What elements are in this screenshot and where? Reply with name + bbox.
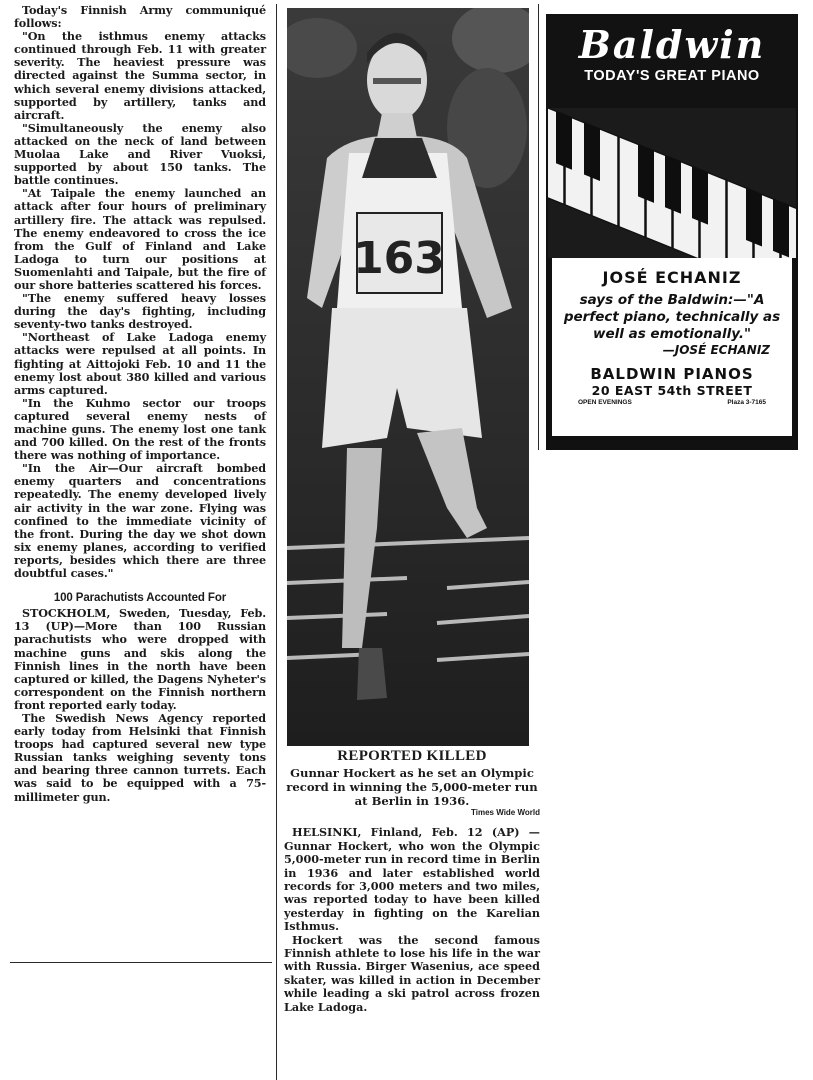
story-paragraph: HELSINKI, Finland, Feb. 12 (AP) —Gunnar Hockert, who won the Olympic 5,000-meter run in record time in Berlin in 1936 and later established world records for 3,000 meters and two miles, was reported today to have been killed yesterday in fighting on the Karelian Isthmus.: [284, 825, 540, 934]
communique-intro: Today's Finnish Army communiqué follows:: [14, 3, 266, 31]
communique-paragraph: "Northeast of Lake Ladoga enemy attacks were repulsed at all points. In fighting at Aittojoki Feb. 10 and 11 the enemy lost about 380 killed and various arms captured.: [14, 330, 266, 397]
subheadline: 100 Parachutists Accounted For: [53, 592, 227, 605]
ad-body: [552, 258, 792, 436]
ad-signature: —JOSÉ ECHANIZ: [662, 343, 770, 357]
communique-paragraph: "In the Kuhmo sector our troops captured several enemy nests of machine guns. The enemy lost one tank and 700 killed. On the rest of the fronts there was nothing of importance.: [14, 395, 266, 463]
communique-paragraph: "On the isthmus enemy attacks continued through Feb. 11 with greater severity. The heaviest pressure was directed against the Summa sector, in which several enemy divisions attacked, supported by artillery, tanks and aircraft.: [14, 29, 266, 122]
photo-caption: Gunnar Hockert as he set an Olympic record in winning the 5,000-meter run at Berlin in 1936.: [286, 766, 538, 809]
ad-phone: Plaza 3-7165: [727, 399, 766, 406]
ad-footer: [552, 398, 792, 406]
ad-quote: says of the Baldwin:—"A perfect piano, technically as well as emotionally.": [563, 292, 781, 342]
story-paragraph: The Swedish News Agency reported early today from Helsinki that Finnish troops had captured several new type Russian tanks weighing seventy tons and bearing three cannon turrets. Each was said to be equipped with a 75-millimeter gun.: [14, 710, 266, 804]
ad-tagline: TODAY'S GREAT PIANO: [584, 68, 760, 84]
story-paragraph: STOCKHOLM, Sweden, Tuesday, Feb. 13 (UP)—More than 100 Russian parachutists who were dropped with machine guns and skis along the Finnish lines in the north have been captured or killed, the Dagens Nyheter's correspondent on the Finnish northern front reported early today.: [14, 606, 266, 712]
ad-brand: Baldwin: [578, 22, 766, 67]
photo-credit: Times Wide World: [471, 808, 540, 818]
communique-paragraph: "In the Air—Our aircraft bombed enemy quarters and concentrations repeatedly. The enemy developed lively air activity in the war zone. Flying was confined to the immediate vicinity of the front. During the day we shot down six enemy planes, according to verified reports, besides which there are three doubtful cases.": [14, 461, 266, 581]
column-rule-left: [276, 4, 277, 1080]
communique-paragraph: "At Taipale the enemy launched an attack after four hours of preliminary artillery fire. The attack was repulsed. The enemy endeavored to cross the ice from the Gulf of Finland and Lake Ladoga to turn our positions at Suomenlahti and Taipale, but the fire of our shore batteries scattered his forces.: [14, 186, 266, 292]
communique-paragraph: "The enemy suffered heavy losses during the day's fighting, including seventy-two tanks destroyed.: [14, 291, 266, 332]
left-column: [14, 4, 266, 804]
column-rule-right: [538, 4, 539, 450]
runner-photo: [287, 8, 529, 746]
ad-hours: OPEN EVENINGS: [578, 399, 632, 406]
column-bottom-rule: [10, 962, 272, 963]
center-column: [284, 750, 540, 1014]
photo-headline: REPORTED KILLED: [337, 748, 487, 764]
ad-company: BALDWIN PIANOS: [590, 365, 754, 383]
baldwin-piano-ad: [546, 14, 798, 450]
ad-address: 20 EAST 54th STREET: [591, 383, 753, 398]
story-paragraph: Hockert was the second famous Finnish athlete to lose his life in the war with Russia. Birger Wasenius, ace speed skater, was killed in action in December while leading a ski patrol across frozen Lake Ladoga.: [284, 932, 540, 1014]
ad-endorser-name: JOSÉ ECHANIZ: [602, 268, 742, 287]
ad-header: [548, 16, 796, 108]
bib-number: 163: [353, 233, 445, 284]
piano-keys-illustration: [548, 108, 796, 258]
communique-paragraph: "Simultaneously the enemy also attacked on the neck of land between Muolaa Lake and River Vuoksi, supported by about 150 tanks. The battle continues.: [14, 120, 266, 188]
